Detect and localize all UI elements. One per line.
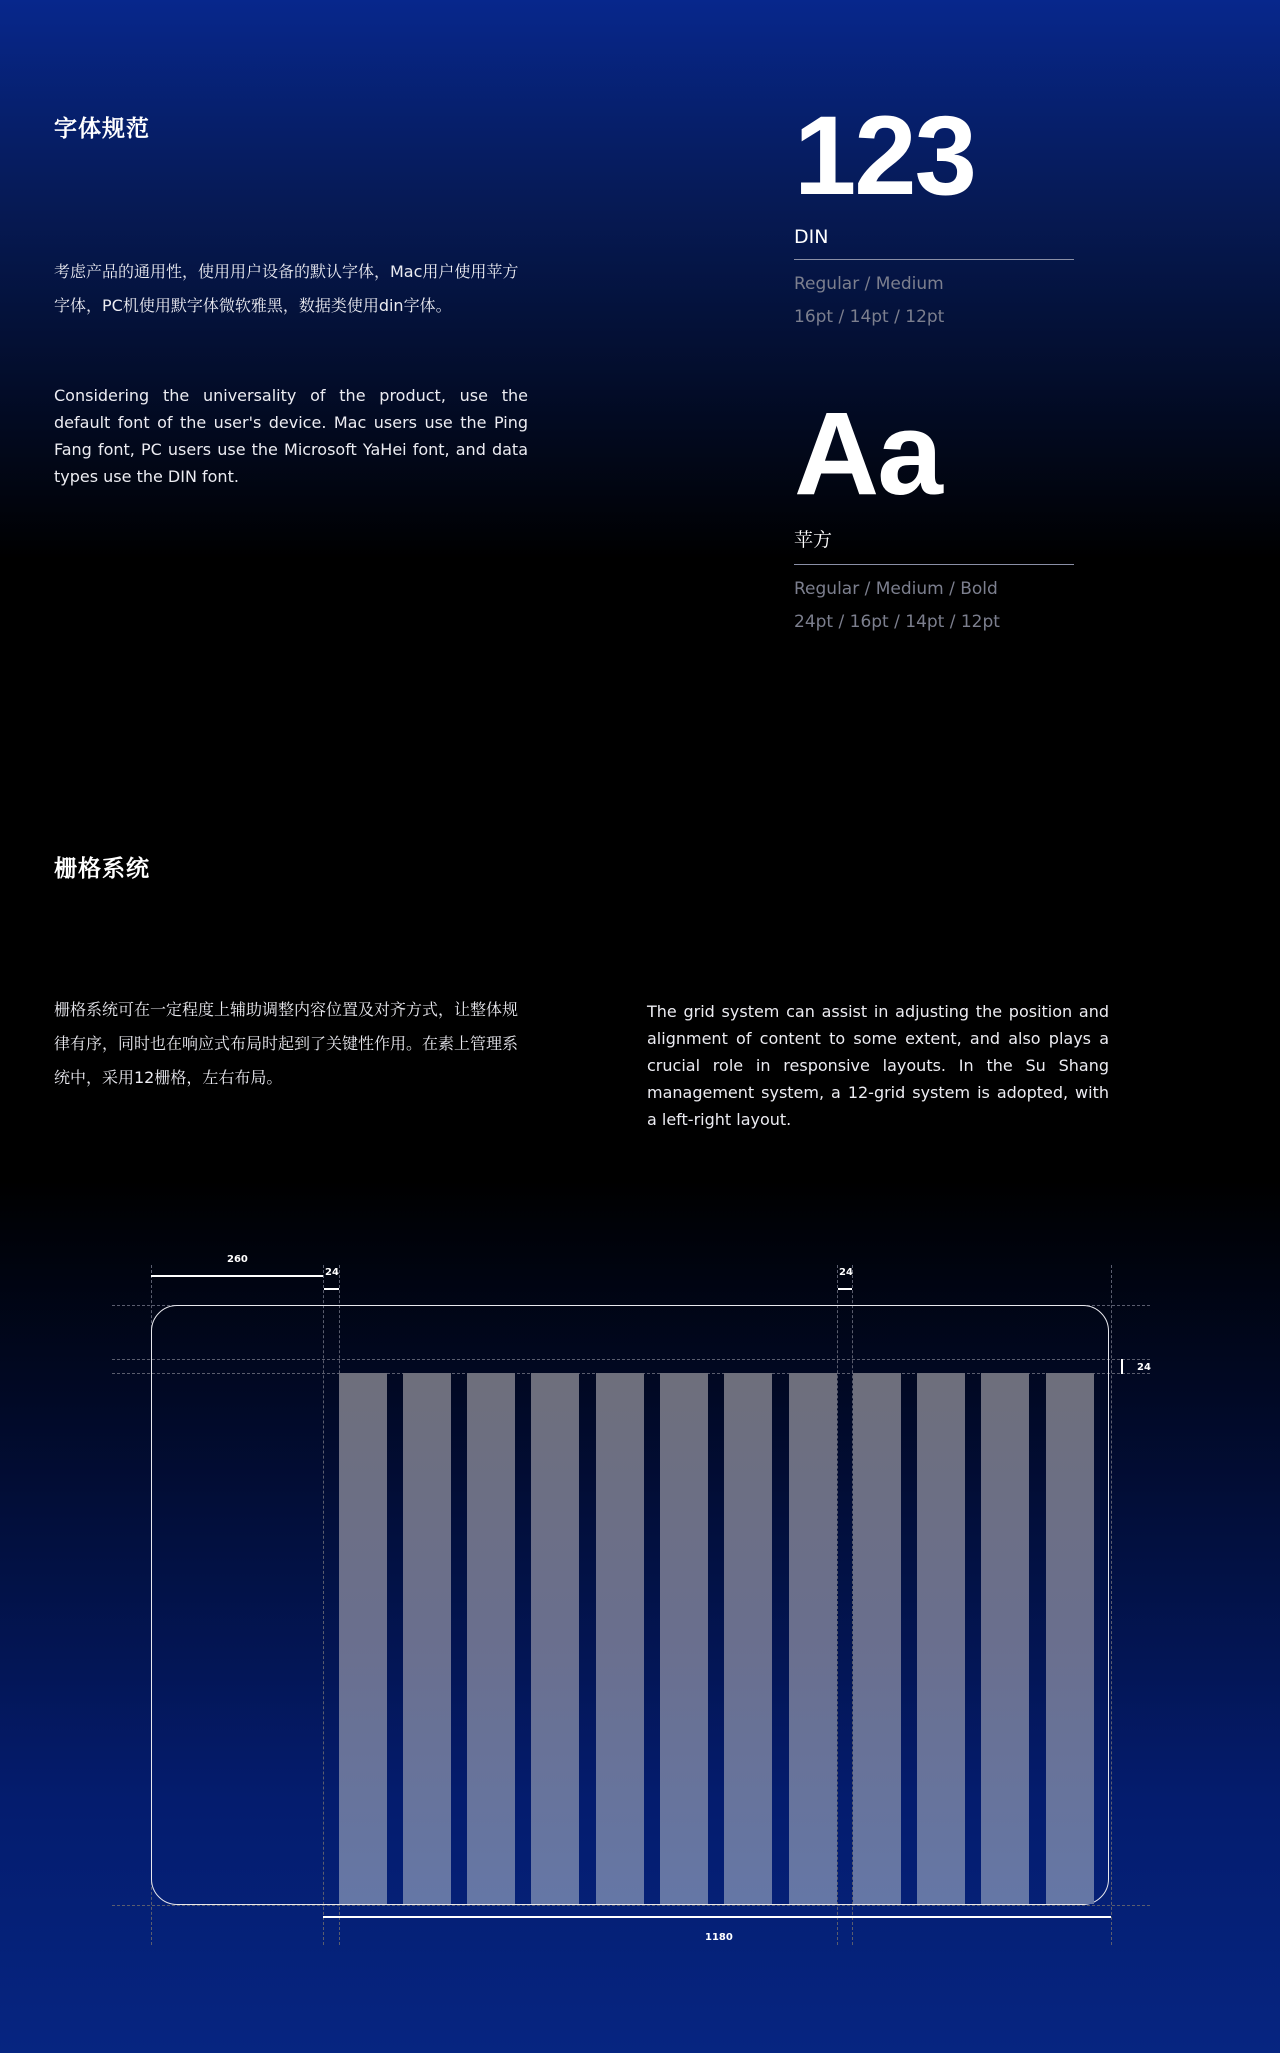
- dim-content-line: [323, 1916, 1111, 1918]
- grid-column: [724, 1373, 772, 1904]
- grid-column: [1046, 1373, 1094, 1904]
- grid-column: [660, 1373, 708, 1904]
- typography-title: 字体规范: [54, 116, 150, 142]
- din-weights: Regular / Medium: [794, 274, 944, 294]
- guide-content-top-a: [112, 1359, 1150, 1360]
- dim-content-label: 1180: [705, 1932, 733, 1943]
- guide-right: [1111, 1265, 1112, 1945]
- grid-column: [853, 1373, 901, 1904]
- din-font-name: DIN: [794, 226, 829, 248]
- guide-content-top-b: [112, 1373, 1150, 1374]
- dim-margin-right-line: [1121, 1359, 1123, 1374]
- dim-gutter-left-label: 24: [325, 1267, 339, 1278]
- grid-column: [789, 1373, 837, 1904]
- layout-frame: [151, 1305, 1109, 1905]
- dim-sidebar-line: [151, 1275, 323, 1277]
- guide-content-left: [339, 1265, 340, 1945]
- guide-mid-a: [837, 1265, 838, 1945]
- dim-gutter-mid-label: 24: [839, 1267, 853, 1278]
- dim-gutter-mid-line: [838, 1288, 852, 1290]
- dim-sidebar-label: 260: [227, 1254, 248, 1265]
- guide-mid-b: [852, 1265, 853, 1945]
- dim-gutter-left-line: [324, 1288, 339, 1290]
- grid-desc-cn: 栅格系统可在一定程度上辅助调整内容位置及对齐方式，让整体规律有序，同时也在响应式布局时起到了关键性作用。在素上管理系统中，采用12栅格，左右布局。: [54, 1000, 519, 1087]
- dim-margin-right-label: 24: [1137, 1362, 1151, 1373]
- guide-left: [151, 1265, 152, 1945]
- guide-bottom: [112, 1905, 1150, 1906]
- pingfang-specimen: Aa: [794, 388, 941, 520]
- din-specimen: 123: [794, 93, 975, 218]
- grid-column: [981, 1373, 1029, 1904]
- font-card-din: [794, 93, 1074, 327]
- grid-column: [467, 1373, 515, 1904]
- pingfang-weights: Regular / Medium / Bold: [794, 579, 998, 599]
- grid-column: [531, 1373, 579, 1904]
- din-divider: [794, 259, 1074, 260]
- grid-column: [339, 1373, 387, 1904]
- typography-desc-cn: 考虑产品的通用性，使用用户设备的默认字体，Mac用户使用苹方字体，PC机使用默字体微软雅黑，数据类使用din字体。: [54, 262, 519, 315]
- pingfang-font-name: 苹方: [794, 529, 833, 551]
- guide-sidebar: [323, 1265, 324, 1945]
- pingfang-sizes: 24pt / 16pt / 14pt / 12pt: [794, 612, 1000, 632]
- grid-column: [917, 1373, 965, 1904]
- grid-column: [403, 1373, 451, 1904]
- guide-top: [112, 1305, 1150, 1306]
- font-card-pingfang: [794, 388, 1074, 632]
- typography-desc-en: Considering the universality of the product, use the default font of the user's device. Mac users use the Ping Fang font, PC users use the Microsoft YaHei font, and data types use the DIN font.: [54, 386, 528, 486]
- grid-desc-en: The grid system can assist in adjusting the position and alignment of content to some extent, and also plays a crucial role in responsive layouts. In the Su Shang management system, a 12-grid system is adopted, with a left-right layout.: [647, 1002, 1109, 1129]
- grid-column: [596, 1373, 644, 1904]
- pingfang-divider: [794, 564, 1074, 565]
- grid-title: 栅格系统: [54, 856, 150, 882]
- din-sizes: 16pt / 14pt / 12pt: [794, 307, 945, 327]
